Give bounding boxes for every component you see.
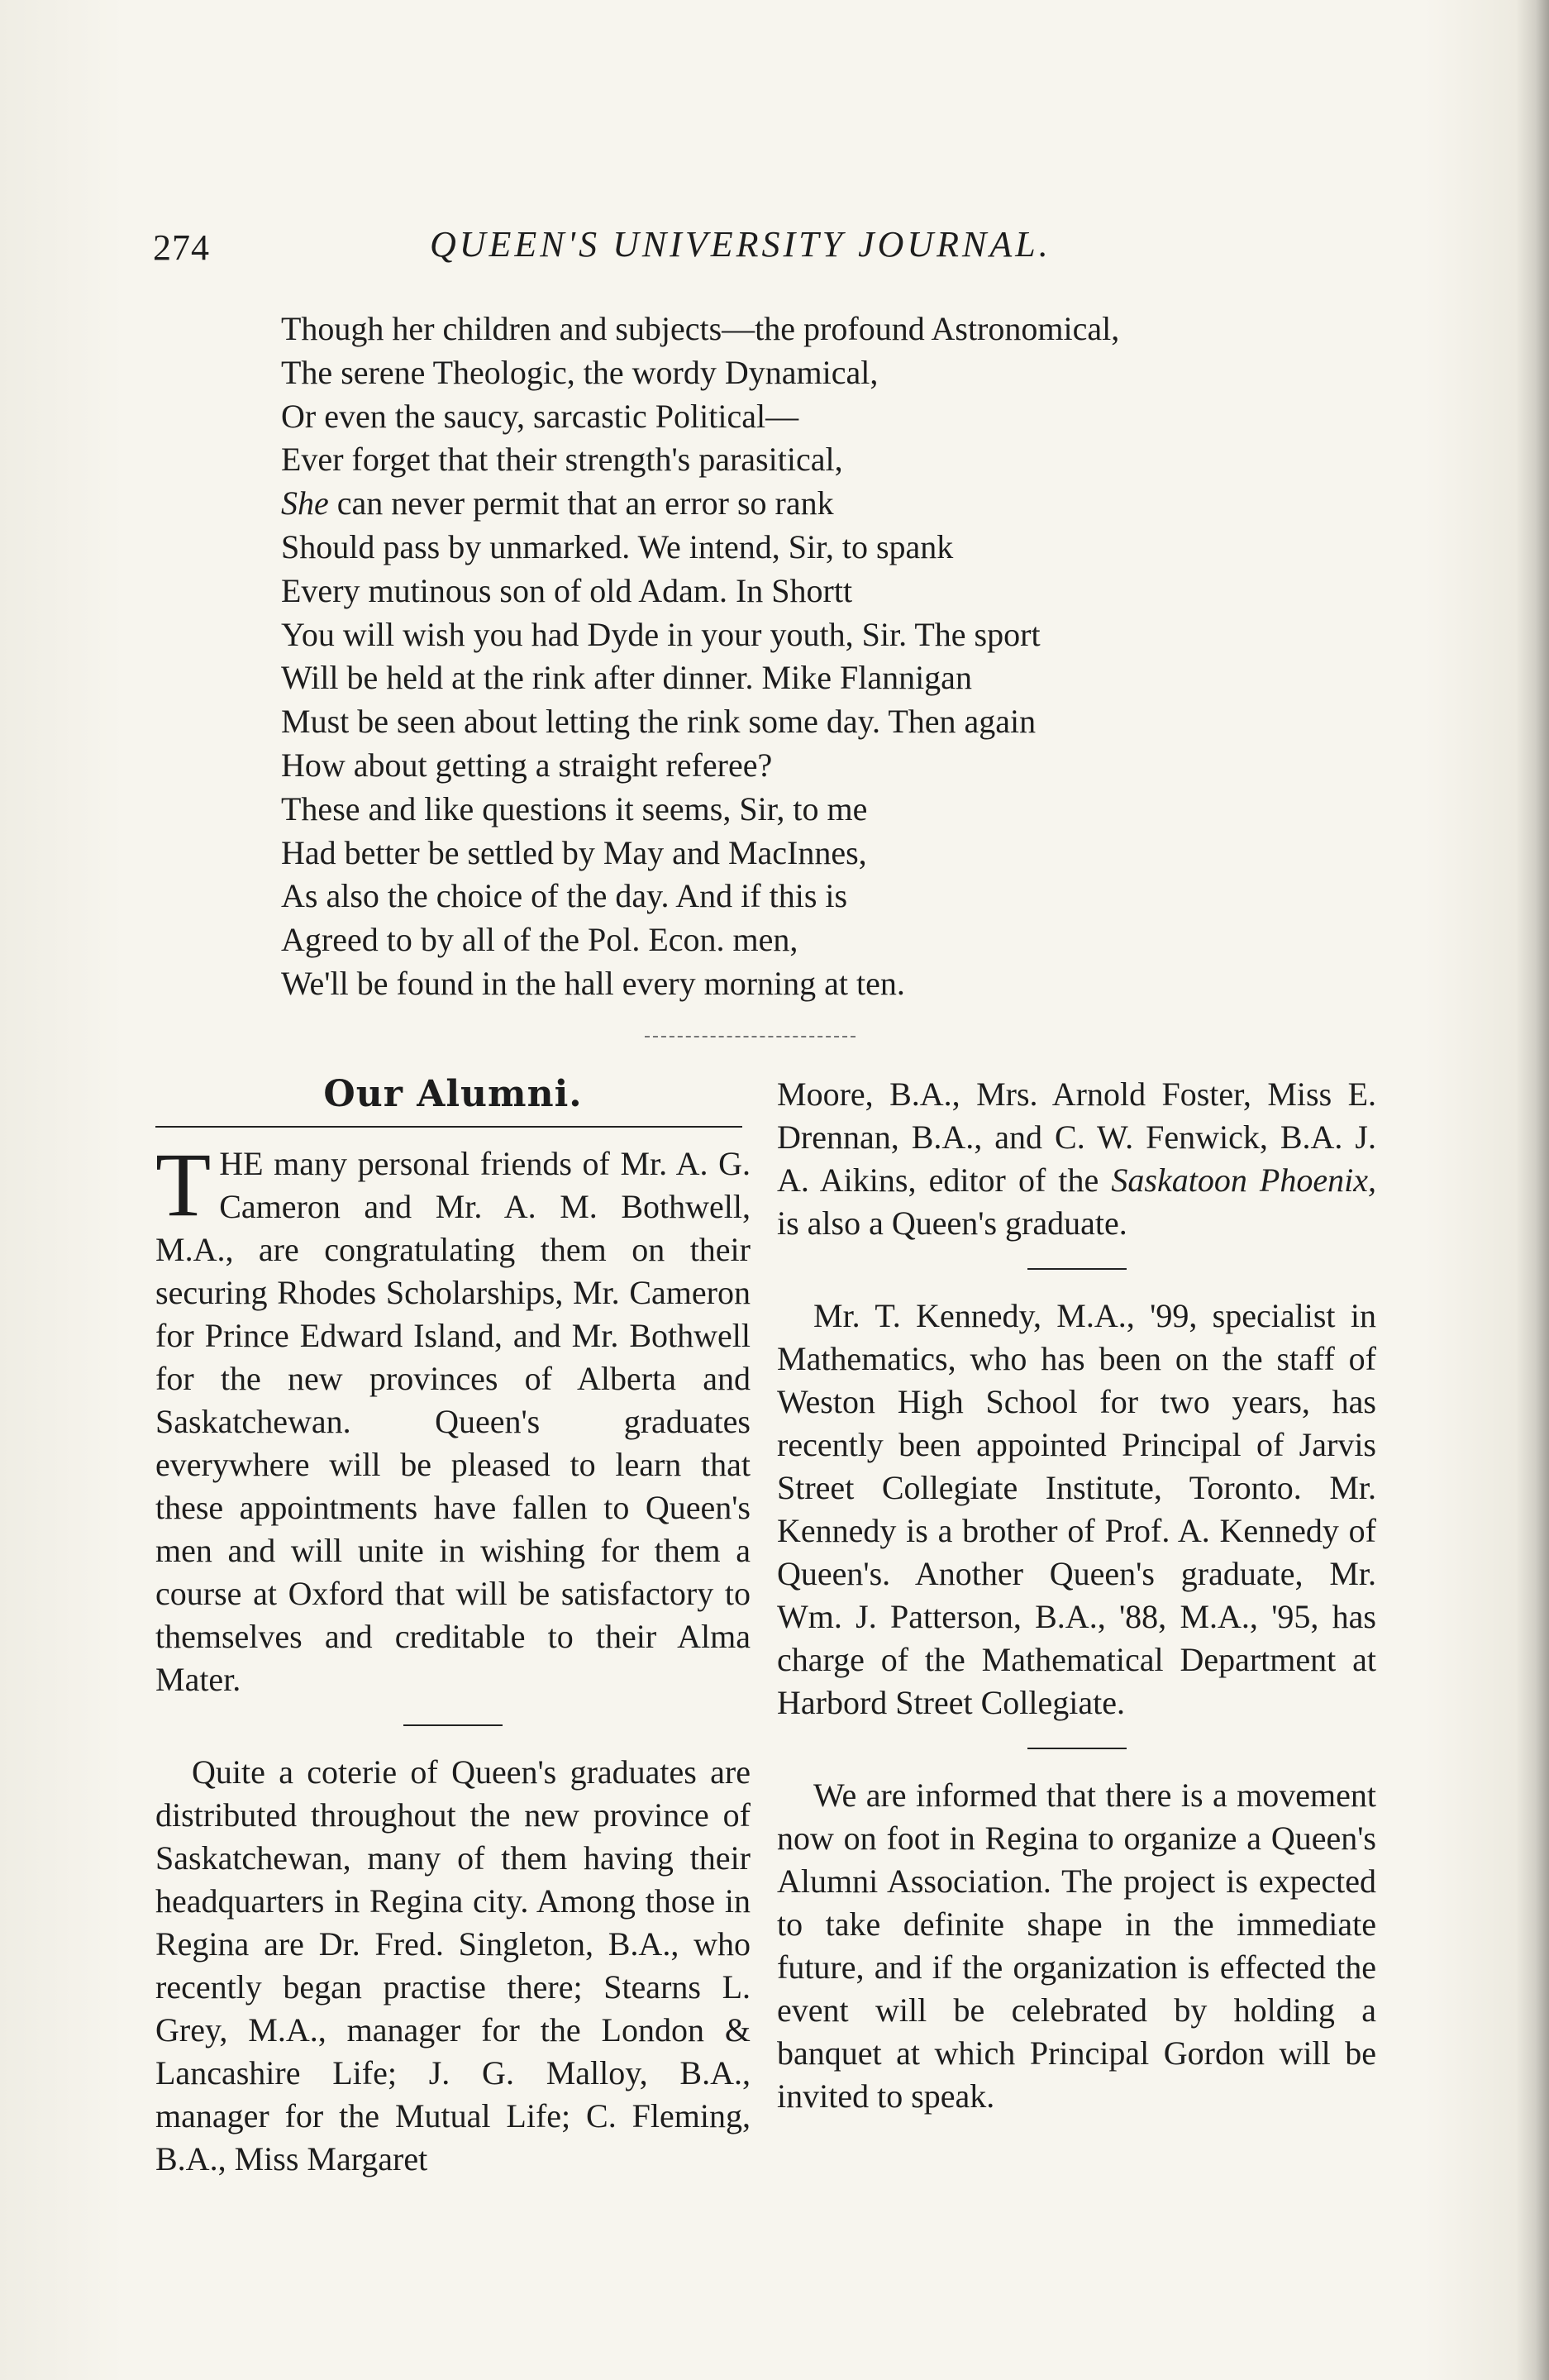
paragraph-text: Moore, B.A., Mrs. Arnold Foster, Miss E. Drennan, B.A., and C. W. Fenwick, B.A. J. A. Aikins, editor of the [777, 1076, 1376, 1199]
section-heading: Our Alumni. [323, 1073, 583, 1115]
paragraph-rule [403, 1724, 503, 1726]
poem-line: These and like questions it seems, Sir, to me [281, 789, 868, 828]
poem-line: The serene Theologic, the wordy Dynamical, [281, 353, 879, 391]
paragraph-text: is also a Queen's graduate. [777, 1204, 1127, 1242]
poem-line: Or even the saucy, sarcastic Political— [281, 397, 799, 435]
poem-block [281, 308, 1356, 1006]
poem-line: You will wish you had Dyde in your youth, Sir. The sport [281, 615, 1041, 653]
page-edge-shadow [1516, 0, 1549, 2380]
paragraph-rule [1027, 1268, 1127, 1270]
page-header [153, 223, 1145, 281]
paragraph-kennedy: Mr. T. Kennedy, M.A., '99, specialist in Mathematics, who has been on the staff of Weston High School for two years, has recently been appointed Principal of Jarvis Street Collegiate Institute, Toronto. Mr. Kennedy is a brother of Prof. A. Kennedy of Queen's. Another Queen's graduate, Mr. Wm. J. Patterson, B.A., '88, M.A., '95, has charge of the Mathematical Department at Harbord Street Collegiate. [777, 1297, 1376, 1721]
poem-line: Every mutinous son of old Adam. In Shortt [281, 571, 853, 609]
drop-cap: T [155, 1134, 212, 1235]
poem-italic-word: She [281, 484, 329, 522]
page-number: 274 [153, 227, 210, 268]
section-divider [645, 1036, 856, 1040]
newspaper-title: Saskatoon Phoenix, [1111, 1161, 1376, 1199]
paragraph-regina-association: We are informed that there is a movement now on foot in Regina to organize a Queen's Alumni Association. The project is expected to take definite shape in the immediate future, and if the organization is effected the event will be celebrated by holding a banquet at which Principal Gordon will be invited to speak. [777, 1777, 1376, 2115]
poem-line: How about getting a straight referee? [281, 746, 773, 784]
poem-line: Should pass by unmarked. We intend, Sir, to spank [281, 527, 954, 565]
poem-line: As also the choice of the day. And if this is [281, 877, 848, 915]
right-column [777, 1073, 1376, 2118]
paragraph-saskatchewan: Quite a coterie of Queen's graduates are distributed throughout the new province of Saskatchewan, many of them having their headquarters in Regina city. Among those in Regina are Dr. Fred. Singleton, B.A., who recently began practise there; Stearns L. Grey, M.A., manager for the London & Lancashire Life; J. G. Malloy, B.A., manager for the Mutual Life; C. Fleming, B.A., Miss Margaret [155, 1753, 751, 2177]
poem-line: Ever forget that their strength's parasitical, [281, 441, 843, 479]
poem-line: Will be held at the rink after dinner. Mike Flannigan [281, 659, 972, 697]
paragraph-saskatchewan-continued [777, 1073, 1376, 1245]
poem-line: Though her children and subjects—the profound Astronomical, [281, 310, 1120, 347]
left-column [155, 1073, 751, 2181]
paragraph-text: HE many personal friends of Mr. A. G. Cameron and Mr. A. M. Bothwell, M.A., are congratulating them on their securing Rhodes Scholarships, Mr. Cameron for Prince Edward Island, and Mr. Bothwell for the new provinces of Alberta and Saskatchewan. Queen's graduates everywhere will be pleased to learn that these appointments have fallen to Queen's men and will unite in wishing for them a course at Oxford that will be satisfactory to themselves and creditable to their Alma Mater. [155, 1145, 751, 1698]
heading-rule [155, 1126, 742, 1128]
poem-line: Agreed to by all of the Pol. Econ. men, [281, 921, 798, 959]
poem-line: Had better be settled by May and MacInnes, [281, 833, 867, 871]
poem-line [281, 482, 1356, 526]
paragraph-rule [1027, 1748, 1127, 1749]
poem-line-rest: can never permit that an error so rank [328, 484, 834, 522]
running-title: QUEEN'S UNIVERSITY JOURNAL. [430, 224, 1051, 265]
poem-line: We'll be found in the hall every morning at ten. [281, 964, 905, 1002]
poem-line: Must be seen about letting the rink some day. Then again [281, 703, 1037, 741]
paragraph-rhodes [155, 1134, 751, 1701]
